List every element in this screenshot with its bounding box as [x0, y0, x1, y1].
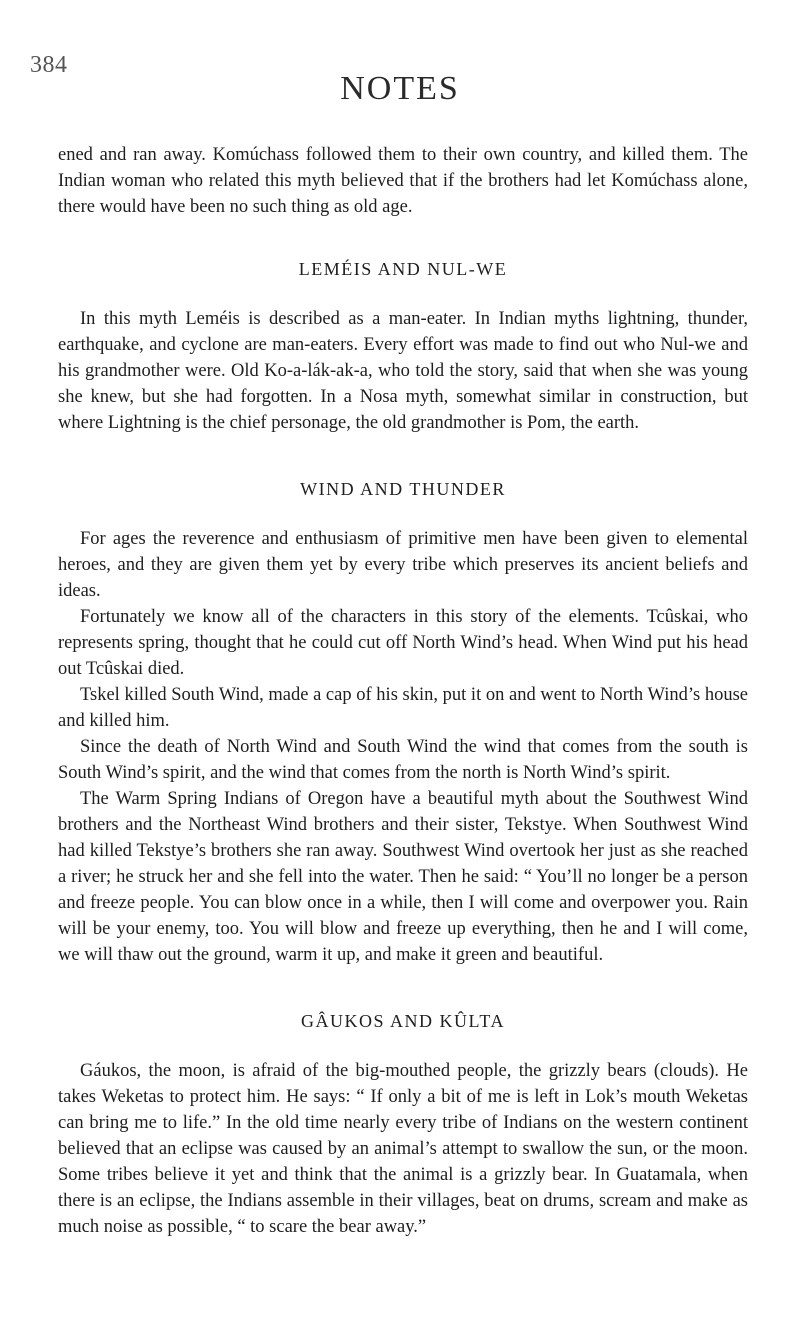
- paragraph-wind-4: Since the death of North Wind and South Wind the wind that comes from the south is South Wind’s spirit, and the wind that comes from the north is North Wind’s spirit.: [58, 737, 748, 783]
- paragraph-wind-5: The Warm Spring Indians of Oregon have a beautiful myth about the Southwest Wind brothers and the Northeast Wind brothers and their sister, Tekstye. When Southwest Wind had killed Tekstye’s brothers she ran away. Southwest Wind overtook her just as she reached a river; he struck her and she fell into the water. Then he said: “ You’ll no longer be a person and freeze people. You can blow once in a while, then I will come and overpower you. Rain will be your enemy, too. You will blow and freeze up everything, then he and I will come, we will thaw out the ground, warm it up, and make it green and beautiful.: [58, 789, 748, 965]
- page-number: 384: [30, 52, 68, 78]
- paragraph-wind-3: Tskel killed South Wind, made a cap of his skin, put it on and went to North Wind’s house and killed him.: [58, 685, 748, 731]
- paragraph-wind-1: For ages the reverence and enthusiasm of primitive men have been given to elemental heroes, and they are given them yet by every tribe which preserves its ancient beliefs and ideas.: [58, 529, 748, 601]
- section-heading-gaukos-and-kulta: GÂUKOS AND KÛLTA: [301, 1011, 505, 1031]
- page-body: [58, 142, 748, 1240]
- paragraph-lemeis-1: In this myth Leméis is described as a man-eater. In Indian myths lightning, thunder, earthquake, and cyclone are man-eaters. Every effort was made to find out who Nul-we and his grandmother were. Old Ko-a-lák-ak-a, who told the story, said that when she was young she knew, but she had forgotten. In a Nosa myth, somewhat similar in construction, but where Lightning is the chief personage, the old grandmother is Pom, the earth.: [58, 309, 748, 433]
- paragraph-wind-2: Fortunately we know all of the characters in this story of the elements. Tcûskai, who represents spring, thought that he could cut off North Wind’s head. When Wind put his head out Tcûskai died.: [58, 607, 748, 679]
- section-heading-lemeis-and-nul-we: LEMÉIS AND NUL-WE: [298, 259, 508, 279]
- paragraph-gaukos-1: Gáukos, the moon, is afraid of the big-mouthed people, the grizzly bears (clouds). He takes Weketas to protect him. He says: “ If only a bit of me is left in Lok’s mouth Weketas can bring me to life.” In the old time nearly every tribe of Indians on the western continent believed that an eclipse was caused by an animal’s attempt to swallow the sun, or the moon. Some tribes believe it yet and think that the animal is a grizzly bear. In Guatamala, when there is an eclipse, the Indians assemble in their villages, beat on drums, scream and make as much noise as possible, “ to scare the bear away.”: [58, 1061, 748, 1237]
- running-head: NOTES: [340, 70, 460, 107]
- section-heading-wind-and-thunder: WIND AND THUNDER: [300, 479, 506, 499]
- opening-paragraph: ened and ran away. Komúchass followed them to their own country, and killed them. The Indian woman who related this myth believed that if the brothers had let Komúchass alone, there would have been no such thing as old age.: [58, 145, 748, 217]
